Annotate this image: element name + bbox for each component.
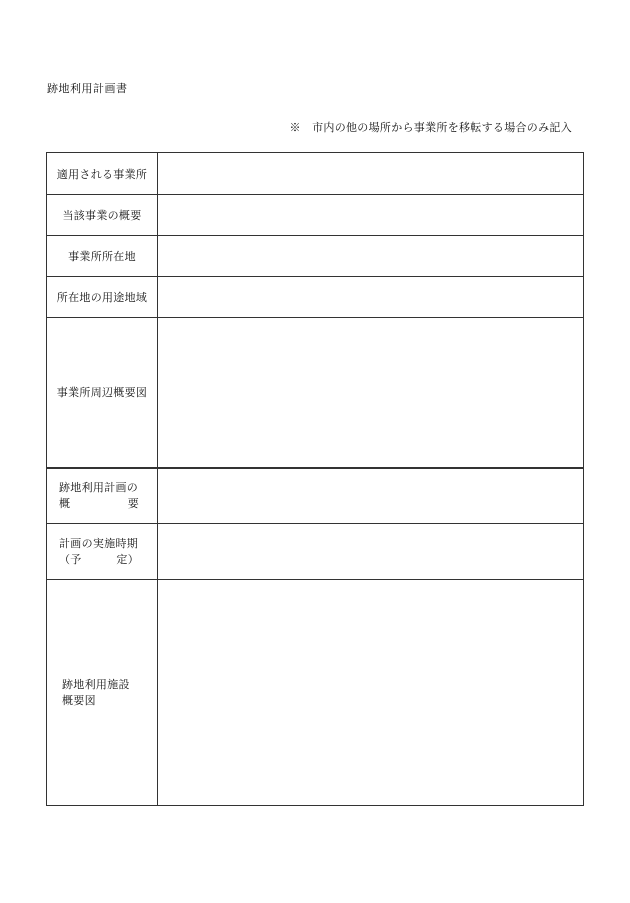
label-site-use-plan-line2-b: 要 — [127, 496, 139, 510]
form-row-office-address — [47, 236, 584, 277]
form-row-business-overview — [47, 195, 584, 236]
field-surroundings-map[interactable] — [158, 318, 584, 468]
label-site-use-plan — [47, 468, 158, 524]
form-row-schedule — [47, 524, 584, 580]
form-row-site-use-plan — [47, 468, 584, 524]
label-applicable-office: 適用される事業所 — [47, 153, 158, 195]
form-row-surroundings-map — [47, 318, 584, 468]
label-schedule-line2 — [59, 552, 139, 568]
field-office-address[interactable] — [158, 236, 584, 277]
label-schedule-line2-b: 定） — [116, 552, 139, 566]
form-row-applicable-office — [47, 153, 584, 195]
field-business-overview[interactable] — [158, 195, 584, 236]
document-title: 跡地利用計画書 — [47, 82, 128, 95]
label-facility-map — [47, 580, 158, 806]
label-site-use-plan-line2 — [59, 496, 139, 512]
label-schedule-line1: 計画の実施時期 — [59, 536, 139, 550]
form-row-zoning — [47, 277, 584, 318]
label-facility-map-line1: 跡地利用施設 — [62, 677, 130, 691]
field-schedule[interactable] — [158, 524, 584, 580]
field-facility-map[interactable] — [158, 580, 584, 806]
form-row-facility-map — [47, 580, 584, 806]
label-office-address: 事業所所在地 — [47, 236, 158, 277]
label-site-use-plan-line1: 跡地利用計画の — [59, 480, 139, 494]
field-zoning[interactable] — [158, 277, 584, 318]
label-business-overview: 当該事業の概要 — [47, 195, 158, 236]
field-site-use-plan[interactable] — [158, 468, 584, 524]
label-schedule-line2-a: （予 — [59, 552, 82, 566]
field-applicable-office[interactable] — [158, 153, 584, 195]
label-schedule — [47, 524, 158, 580]
plan-form-table — [46, 152, 584, 806]
label-facility-map-line2: 概要図 — [62, 693, 96, 707]
label-surroundings-map: 事業所周辺概要図 — [47, 318, 158, 468]
label-site-use-plan-line2-a: 概 — [59, 496, 71, 510]
document-note: ※ 市内の他の場所から事業所を移転する場合のみ記入 — [289, 121, 572, 134]
label-zoning: 所在地の用途地域 — [47, 277, 158, 318]
